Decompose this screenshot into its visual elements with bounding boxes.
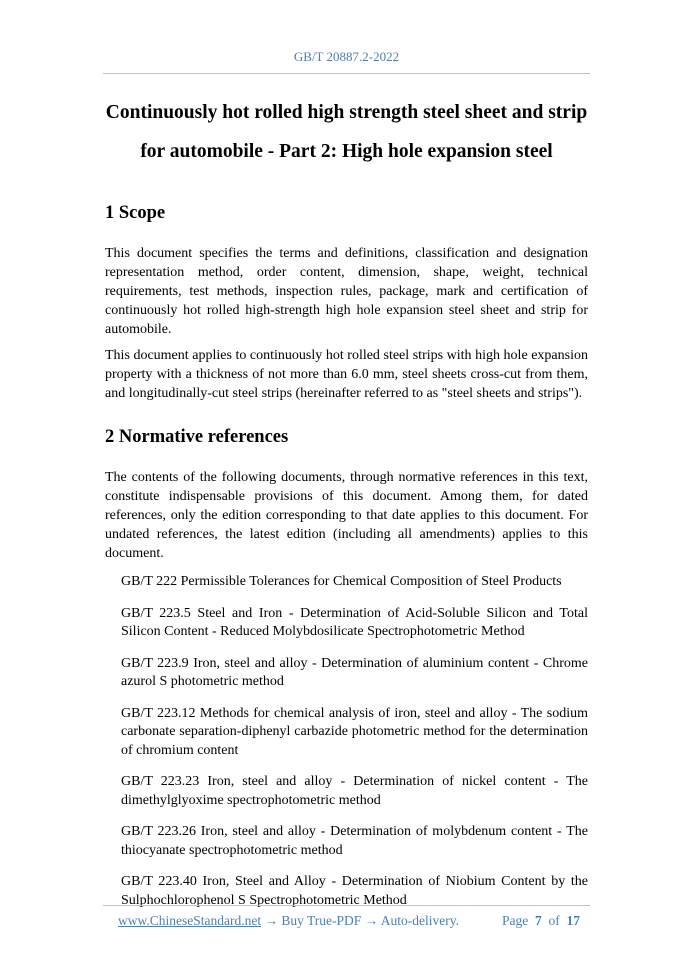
page-footer [103,905,590,929]
footer-promo [103,912,459,929]
arrow-right-icon: → [264,913,278,928]
reference-item: GB/T 223.23 Iron, steel and alloy - Determination of nickel content - The dimethylglyoxime spectrophotometric method [121,774,588,808]
buy-true-pdf-text: Buy True-PDF [281,913,362,928]
reference-list [121,573,588,910]
header-divider [103,73,590,74]
reference-item: GB/T 222 Permissible Tolerances for Chemical Composition of Steel Products [121,574,562,589]
scope-body [105,244,588,403]
page-label: Page [502,913,529,928]
reference-item: GB/T 223.40 Iron, Steel and Alloy - Determination of Niobium Content by the Sulphochlorophenol S Spectrophotometric Method [121,874,588,908]
total-pages: 17 [566,913,580,928]
reference-item: GB/T 223.9 Iron, steel and alloy - Determination of aluminium content - Chrome azurol S photometric method [121,655,588,689]
section-heading-scope: 1 Scope [105,203,166,223]
normative-references-paragraph: The contents of the following documents, through normative references in this text, constitute indispensable provisions of this document. Among them, for dated references, only the edition corresponding to that date applies to this document. For undated references, the latest edition (including all amendments) applies to this document. [105,470,588,561]
section-heading-normative-references: 2 Normative references [105,427,289,447]
scope-paragraph-2: This document applies to continuously hot rolled steel strips with high hole expansion property with a thickness of not more than 6.0 mm, steel sheets cross-cut from them, and longitudinally-cut steel strips (hereinafter referred to as "steel sheets and strips"). [105,348,588,401]
reference-item: GB/T 223.12 Methods for chemical analysis of iron, steel and alloy - The sodium carbonate separation-diphenyl carbazide photometric method for the determination of chromium content [121,705,588,758]
reference-item: GB/T 223.26 Iron, steel and alloy - Determination of molybdenum content - The thiocyanate spectrophotometric method [121,824,588,858]
normative-references-body [105,468,588,910]
document-id-header: GB/T 20887.2-2022 [293,49,400,64]
of-label: of [548,913,560,928]
reference-item: GB/T 223.5 Steel and Iron - Determination of Acid-Soluble Silicon and Total Silicon Content - Reduced Molybdosilicate Spectrophotometric Method [121,605,588,639]
page-number [502,912,590,929]
document-title-line-1: Continuously hot rolled high strength steel sheet and strip [105,102,588,123]
chinesestandard-link[interactable]: www.ChineseStandard.net [118,913,262,928]
scope-paragraph-1: This document specifies the terms and definitions, classification and designation representation method, order content, dimension, shape, weight, technical requirements, test methods, inspection rules, package, mark and certification of continuously hot rolled high-strength high hole expansion steel sheet and strip for automobile. [105,246,588,337]
current-page: 7 [535,913,542,928]
auto-delivery-text: Auto-delivery. [380,913,460,928]
document-title-line-2: for automobile - Part 2: High hole expansion steel [140,141,553,162]
arrow-right-icon: → [364,913,379,928]
